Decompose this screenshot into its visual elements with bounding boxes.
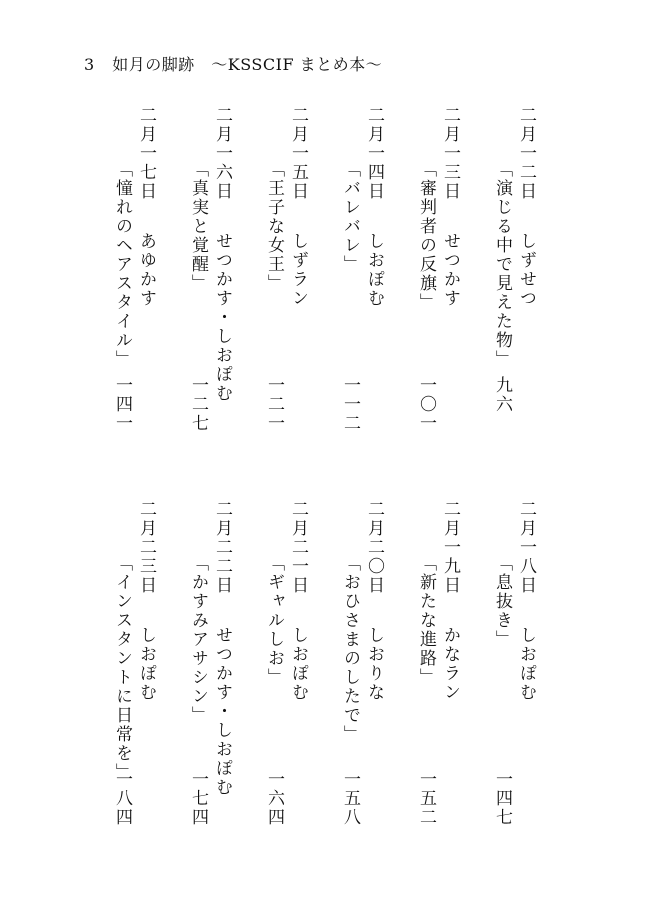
entry-date: 二月二二日 (212, 500, 232, 595)
entry-title: 「王子な女王」 (264, 160, 284, 293)
entry-author: しおぽむ (288, 626, 308, 702)
toc-entry (108, 500, 184, 827)
book-title: 如月の脚跡 ～KSSCIF まとめ本～ (112, 55, 383, 74)
entry-page: 一四七 (492, 770, 512, 827)
entry-author: せつかす (440, 232, 460, 308)
entry-author: あゆかす (136, 232, 156, 308)
entry-page: 一六四 (264, 770, 284, 827)
toc-entry (108, 106, 184, 433)
entry-page: 一二七 (188, 376, 208, 433)
entry-author: せつかす・しおぽむ (212, 626, 232, 797)
entry-title: 「真実と覚醒」 (188, 160, 208, 293)
toc-entry (260, 500, 336, 827)
entry-title: 「演じる中で見えた物」 (492, 160, 512, 369)
toc-block-upper (108, 106, 564, 433)
toc-entry (488, 106, 564, 416)
entry-author: しおぽむ (364, 232, 384, 308)
entry-page: 九六 (492, 376, 512, 414)
entry-date: 二月一三日 (440, 106, 460, 201)
toc-entry (412, 106, 488, 433)
entry-date: 二月一四日 (364, 106, 384, 201)
entry-author: せつかす・しおぽむ (212, 232, 232, 403)
entry-page: 一七四 (188, 770, 208, 827)
entry-page: 一五二 (416, 770, 436, 827)
entry-author: しずラン (288, 232, 308, 308)
entry-title: 「審判者の反旗」 (416, 160, 436, 312)
entry-date: 二月二〇日 (364, 500, 384, 595)
entry-date: 二月一七日 (136, 106, 156, 201)
toc-block-lower (108, 500, 564, 827)
entry-author: しおぽむ (516, 626, 536, 702)
entry-date: 二月一八日 (516, 500, 536, 595)
entry-date: 二月二一日 (288, 500, 308, 595)
toc-entry (488, 500, 564, 827)
toc-entry (412, 500, 488, 827)
entry-date: 二月二三日 (136, 500, 156, 595)
entry-page: 一四一 (112, 376, 132, 433)
entry-title: 「おひさまのしたで」 (340, 554, 360, 744)
entry-author: しおぽむ (136, 626, 156, 702)
entry-date: 二月一六日 (212, 106, 232, 201)
entry-title: 「かすみアサシン」 (188, 554, 208, 725)
toc-entry (260, 106, 336, 433)
entry-title: 「息抜き」 (492, 554, 512, 649)
entry-author: しずせつ (516, 232, 536, 308)
entry-title: 「新たな進路」 (416, 554, 436, 687)
entry-date: 二月一五日 (288, 106, 308, 201)
entry-title: 「憧れのヘアスタイル」 (112, 160, 132, 369)
entry-date: 二月一二日 (516, 106, 536, 201)
toc-entry (336, 106, 412, 433)
toc-entry (184, 106, 260, 433)
entry-page: 一一二 (340, 376, 360, 433)
page-number: 3 (84, 55, 95, 74)
entry-title: 「インスタントに日常を」 (112, 554, 132, 782)
entry-page: 一五八 (340, 770, 360, 827)
entry-title: 「バレバレ」 (340, 160, 360, 274)
entry-author: かなラン (440, 626, 460, 702)
running-header (84, 52, 382, 75)
entry-date: 二月一九日 (440, 500, 460, 595)
toc-entry (336, 500, 412, 827)
entry-page: 一〇一 (416, 376, 436, 433)
entry-author: しおりな (364, 626, 384, 702)
entry-page: 一八四 (112, 770, 132, 827)
toc-entry (184, 500, 260, 827)
entry-page: 一二一 (264, 376, 284, 433)
entry-title: 「ギャルしお」 (264, 554, 284, 687)
